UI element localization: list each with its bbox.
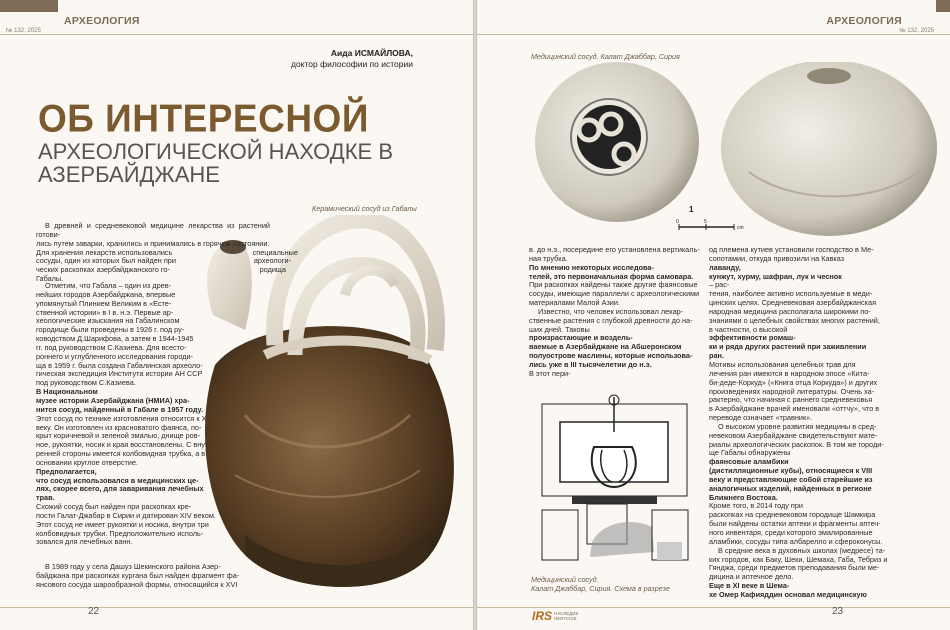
body-line: гическая экспедиция Института истории АН ССР: [36, 369, 203, 379]
body-line-bold: ран.: [709, 351, 724, 361]
body-line-bold: лись уже в III тысячелетии до н.э.: [529, 359, 652, 369]
logo-sub-1: НАСЛЕДИЕ: [554, 611, 579, 616]
issue-number: № 132, 2025: [6, 28, 41, 34]
body-line: ного инвентаря, среди которого эмалированные: [709, 528, 873, 537]
body-line: В средние века в духовных школах (медресе) та-: [718, 545, 886, 555]
body-line: При раскопках найдены также другие фаянсовые: [529, 280, 698, 290]
body-line: Отметим, что Габала – один из древ-: [45, 281, 172, 290]
body-line: веку. Он изготовлен из красноватого фаянса, по-: [36, 422, 202, 432]
body-line-bold: лаванду,: [709, 262, 741, 272]
body-line-bold: ки и ряда других растений при заживлении: [709, 342, 867, 352]
body-line: О высоком уровне развития медицины в сред-: [718, 421, 877, 431]
body-line-bold: что сосуд использовался в медицинских це-: [36, 475, 199, 485]
body-line: Кроме того, в 2014 году при: [709, 501, 803, 511]
intro-line: Габалы.: [36, 274, 64, 284]
body-line: цинских целях. Средневековая азербайджанская: [709, 298, 877, 308]
body-line: материалами Малой Азии.: [529, 298, 620, 308]
intro-line: ческих раскопках азербайджанского го- родища: [36, 265, 286, 275]
body-line-bold: Ближнего Востока.: [709, 492, 778, 502]
body-line-bold: телей, это первоначальная форма самовара.: [529, 271, 694, 281]
body-line-bold: музее истории Азербайджана (НМИА) хра-: [36, 395, 190, 405]
body-line: сопотамии, откуда привозили на Кавказ: [709, 253, 845, 263]
body-line-bold: эффективности ромаш-: [709, 333, 796, 343]
body-line: ких городов, как Баку, Шеки, Шемаха, Габа, Тебриз и: [709, 554, 888, 564]
body-line: дицина и аптечное дело.: [709, 572, 794, 582]
section-label: АРХЕОЛОГИЯ: [826, 15, 902, 27]
body-line: в частности, о высокой: [709, 324, 788, 334]
body-line: Этот сосуд по технике изготовления относится к X: [36, 413, 207, 423]
body-line: крыт коричневой и зеленой эмалью, днище ров-: [36, 431, 201, 441]
body-line: ководством Д.Шарифова, а затем в 1944-1945: [36, 334, 194, 344]
body-line-bold: (дистилляционные кубы), относящиеся к VIII: [709, 466, 873, 476]
logo-sub: [554, 611, 579, 621]
left-footer: [0, 607, 473, 630]
body-line-bold: хе Омер Кафияддин основал медицинскую: [709, 589, 867, 599]
body-line: би-деде-Коркуд» («Книга отца Коркуда») и других: [709, 377, 878, 387]
body-line: народная медицина располагала широкими по-: [709, 306, 871, 316]
body-line: произведениях народной литературы. Очень ха-: [709, 386, 875, 396]
scale-zero: 0: [676, 219, 679, 225]
body-line: нейших городов Азербайджана, впервые: [36, 289, 176, 299]
body-line: ших дней. Таковы: [529, 324, 590, 334]
scale-five: 5: [704, 219, 707, 225]
body-line: В этот пери-: [529, 368, 571, 378]
body-line: сосуды, имеющие параллели с археологическими: [529, 289, 700, 299]
caption-medical-vessel: Медицинский сосуд. Калат Джаббар, Сирия: [531, 52, 680, 61]
author-block: [291, 48, 413, 70]
issue-number: № 132, 2025: [899, 28, 934, 34]
body-line: ща в 1959 г. была создана Габалинская археоло-: [36, 360, 203, 370]
headline-line1: ОБ ИНТЕРЕСНОЙ: [38, 96, 369, 141]
body-line: ная трубка.: [529, 253, 568, 263]
headline-line3: АЗЕРБАЙДЖАНЕ: [38, 162, 220, 187]
body-line: ренней стороны имеется колбовидная трубка, а в: [36, 449, 206, 459]
intro-line: Для хранения лекарств использовались специальные: [36, 247, 298, 257]
left-page: [0, 0, 473, 630]
caption-cross-section: [531, 575, 670, 593]
body-line: риалы археологических раскопок. В том же городи-: [709, 439, 884, 449]
medical-vessel-photos: [529, 62, 939, 237]
body-line: Мотивы использования целебных трав для: [709, 359, 856, 369]
scale-unit: cm: [737, 225, 744, 231]
body-line-bold: кунжут, хурму, шафран, лук и чеснок: [709, 271, 842, 281]
body-line-bold: Еще в XI веке в Шема-: [709, 581, 790, 591]
body-line: Схожий сосуд был найден при раскопках кре-: [36, 502, 192, 512]
body-line-bold: аналогичных изделий, найденных в регионе: [709, 483, 872, 493]
body-line: переводе означает «травник».: [709, 413, 813, 423]
author-name: Аида ИСМАЙЛОВА,: [330, 48, 413, 58]
logo-sub-2: HERITAGE: [554, 616, 577, 621]
body-line: колбовидных трубки. Предположительно исполь-: [36, 528, 204, 538]
body-line-bold: трав.: [36, 493, 55, 503]
intro-line: лись путем заварки, хранились и принимались в горячем состоянии.: [36, 238, 270, 248]
intro-line: В древней и средневековой медицине лекарства из растений готови-: [36, 221, 270, 239]
headline: [38, 96, 393, 187]
body-line: Этот сосуд не имеет рукоятки и носика, внутри три: [36, 519, 209, 529]
author-title: доктор философии по истории: [290, 59, 413, 69]
body-line: тения, наиболее активно используемые в меди-: [709, 289, 873, 299]
body-line-bold: По мнению некоторых исследова-: [529, 262, 654, 272]
body-line: раскопках на средневековом городище Шамкира: [709, 510, 876, 520]
left-body-intro: [36, 221, 298, 284]
body-line: В 1989 году у села Дашуз Шекинского района Азер-: [45, 562, 221, 571]
intro-line: сосуды, один из которых был найден при археологи-: [36, 256, 291, 266]
body-line: хеологические изыскания на Габалинском: [36, 316, 180, 326]
body-line: городище были проведены в 1926 г. под ру-: [36, 325, 185, 335]
body-line-bold: фаянсовые аламбики: [709, 457, 789, 467]
body-line: Гянджа, среди предметов преподавания были ме-: [709, 563, 880, 573]
body-line: ное, рукоятки, носик и края восстановлены. С внут-: [36, 440, 211, 450]
left-body-bottom: [36, 563, 272, 590]
body-line: лечения ран имеются в народном эпосе «Кита-: [709, 368, 870, 378]
body-line: байджана при раскопках кургана был найден фрагмент фа-: [36, 570, 240, 580]
vessel-cross-section-drawing: [532, 392, 697, 570]
body-line: ще Габалы обнаружены: [709, 448, 791, 458]
body-line: од племена кутиев установили господство в Ме-: [709, 245, 874, 254]
body-line: в. до н.э., посередине его установлена вертикаль-: [529, 245, 700, 254]
body-line: основании круглое отверстие.: [36, 457, 138, 467]
body-line-bold: В Национальном: [36, 387, 98, 397]
body-line: – рас-: [709, 280, 730, 290]
body-line: Известно, что человек использовал лекар-: [538, 306, 684, 316]
body-line-bold: произрастающие и воздель-: [529, 333, 633, 343]
body-line: невековом Азербайджане свидетельствуют мате-: [709, 430, 878, 440]
irs-heritage-logo: [532, 609, 579, 623]
caption-cross-section-line1: Медицинский сосуд.: [531, 575, 599, 584]
caption-cross-section-line2: Калат Джаббар, Сирия. Схема в разрезе: [531, 584, 670, 593]
page-number-right: 23: [832, 606, 844, 617]
body-line: ственные растения с глубокой древности до на-: [529, 315, 693, 325]
body-line: янсового сосуда шарообразной формы, относящийся к XVI: [36, 579, 238, 589]
body-line: ственной истории» в I в. н.э. Первые ар-: [36, 307, 174, 317]
body-line-bold: нится сосуд, найденный в Габале в 1957 году.: [36, 404, 203, 414]
body-line: были найдены остатки аптеки и фрагменты аптеч-: [709, 519, 881, 529]
body-line: аламбики, сосуды типа албарелло и сфероконусы.: [709, 536, 883, 546]
headline-line2: АРХЕОЛОГИЧЕСКОЙ НАХОДКЕ В: [38, 139, 393, 164]
body-line-bold: ваемые в Азербайджане на Абшеронском: [529, 342, 682, 352]
body-line: гг. под руководством С.Казиева. Для всесто-: [36, 342, 187, 352]
body-line: под руководством С.Казиева.: [36, 378, 136, 388]
body-line: знаниями о целебных свойствах многих растений,: [709, 315, 880, 325]
caption-gabala: Керамический сосуд из Габалы: [312, 204, 417, 213]
section-label: АРХЕОЛОГИЯ: [64, 15, 140, 27]
right-body-column: [709, 246, 909, 600]
body-line: зовался для лечебных ванн.: [36, 537, 133, 547]
body-line: рактерно, что начиная с раннего средневековья: [709, 395, 873, 405]
body-line: роннего и углубленного исследования городи-: [36, 351, 193, 361]
body-line-bold: Предполагается,: [36, 466, 97, 476]
logo-irs: IRS: [532, 609, 553, 623]
page-number-left: 22: [88, 606, 100, 617]
left-body-column: [36, 282, 216, 547]
body-line: в Азербайджане врачей именовали «оттчу», что в: [709, 404, 880, 414]
body-line-bold: лях, скорее всего, для заваривания лечебных: [36, 484, 204, 494]
body-line: упомянутый Плинием Великим в «Есте-: [36, 298, 172, 308]
body-line-bold: веку и представляющие собой старейшие из: [709, 474, 873, 484]
body-line-bold: полуострове маслины, которые использова-: [529, 351, 693, 361]
figure-number: 1: [689, 205, 694, 214]
middle-body-column: [529, 246, 701, 379]
right-page: [477, 0, 950, 630]
body-line: пости Галат-Джабар в Сирии и датирован XIV веком.: [36, 510, 216, 520]
